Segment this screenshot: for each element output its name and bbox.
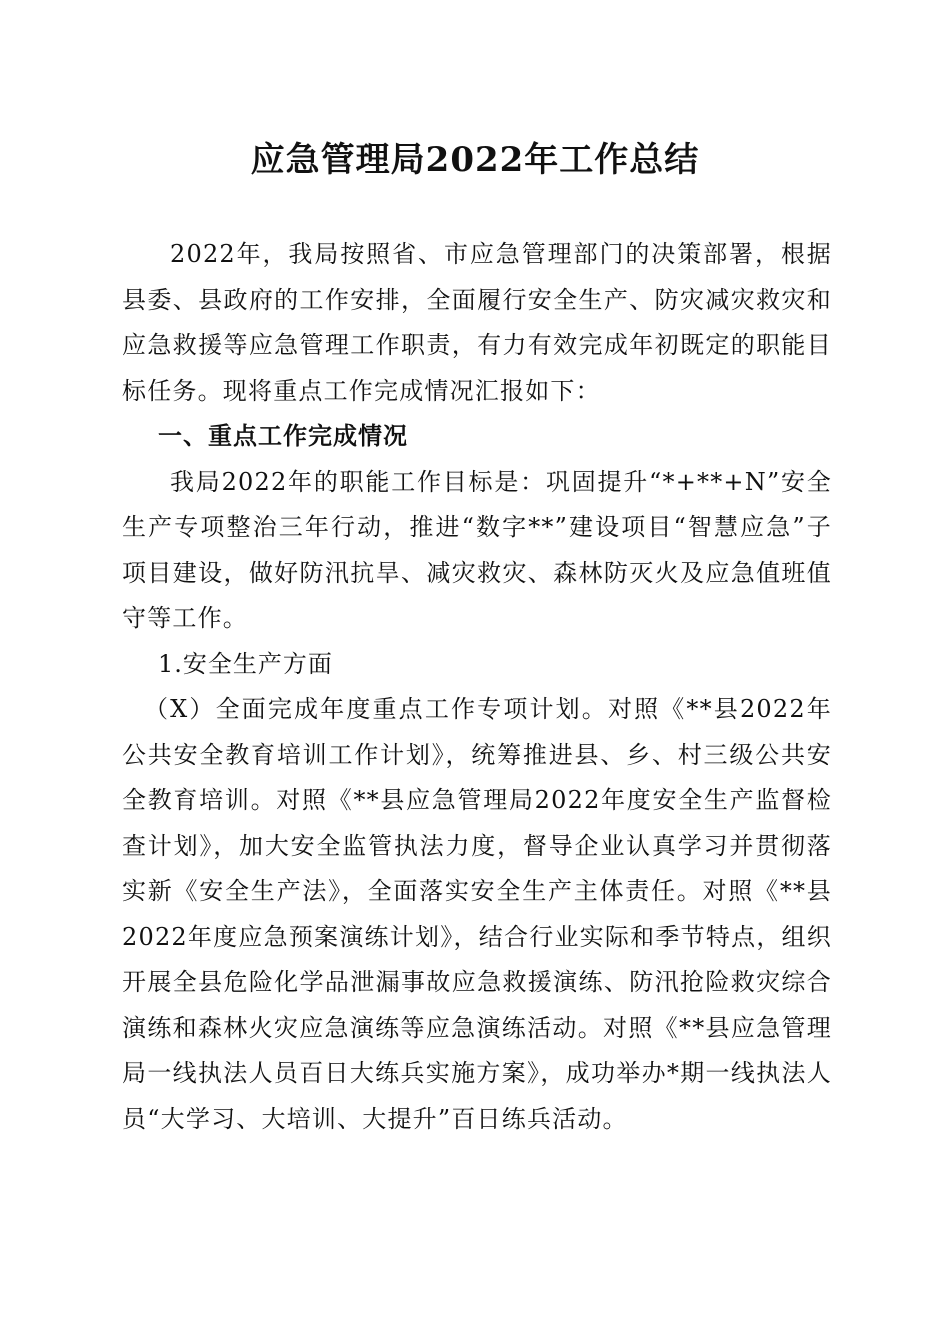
document-body [122,232,832,1142]
intro-paragraph: 2022年，我局按照省、市应急管理部门的决策部署，根据县委、县政府的工作安排，全面履行安全生产、防灾减灾救灾和应急救援等应急管理工作职责，有力有效完成年初既定的职能目标任务。现将重点工作完成情况汇报如下： [122,240,832,405]
goals-paragraph: 我局2022年的职能工作目标是：巩固提升“*+**+N”安全生产专项整治三年行动，推进“数字**”建设项目“智慧应急”子项目建设，做好防汛抗旱、减灾救灾、森林防灭火及应急值班值守等工作。 [122,467,832,632]
safety-plan-paragraph: （X）全面完成年度重点工作专项计划。对照《**县2022年公共安全教育培训工作计划》，统筹推进县、乡、村三级公共安全教育培训。对照《**县应急管理局2022年度安全生产监督检查计划》，加大安全监管执法力度，督导企业认真学习并贯彻落实新《安全生产法》，全面落实安全生产主体责任。对照《**县2022年度应急预案演练计划》，结合行业实际和季节特点，组织开展全县危险化学品泄漏事故应急救援演练、防汛抢险救灾综合演练和森林火灾应急演练等应急演练活动。对照《**县应急管理局一线执法人员百日大练兵实施方案》，成功举办*期一线执法人员“大学习、大培训、大提升”百日练兵活动。 [122,695,832,1133]
subsection-heading-safety: 1.安全生产方面 [158,649,333,678]
section-heading-1: 一、重点工作完成情况 [158,422,408,450]
document-title: 应急管理局2022年工作总结 [250,140,700,180]
